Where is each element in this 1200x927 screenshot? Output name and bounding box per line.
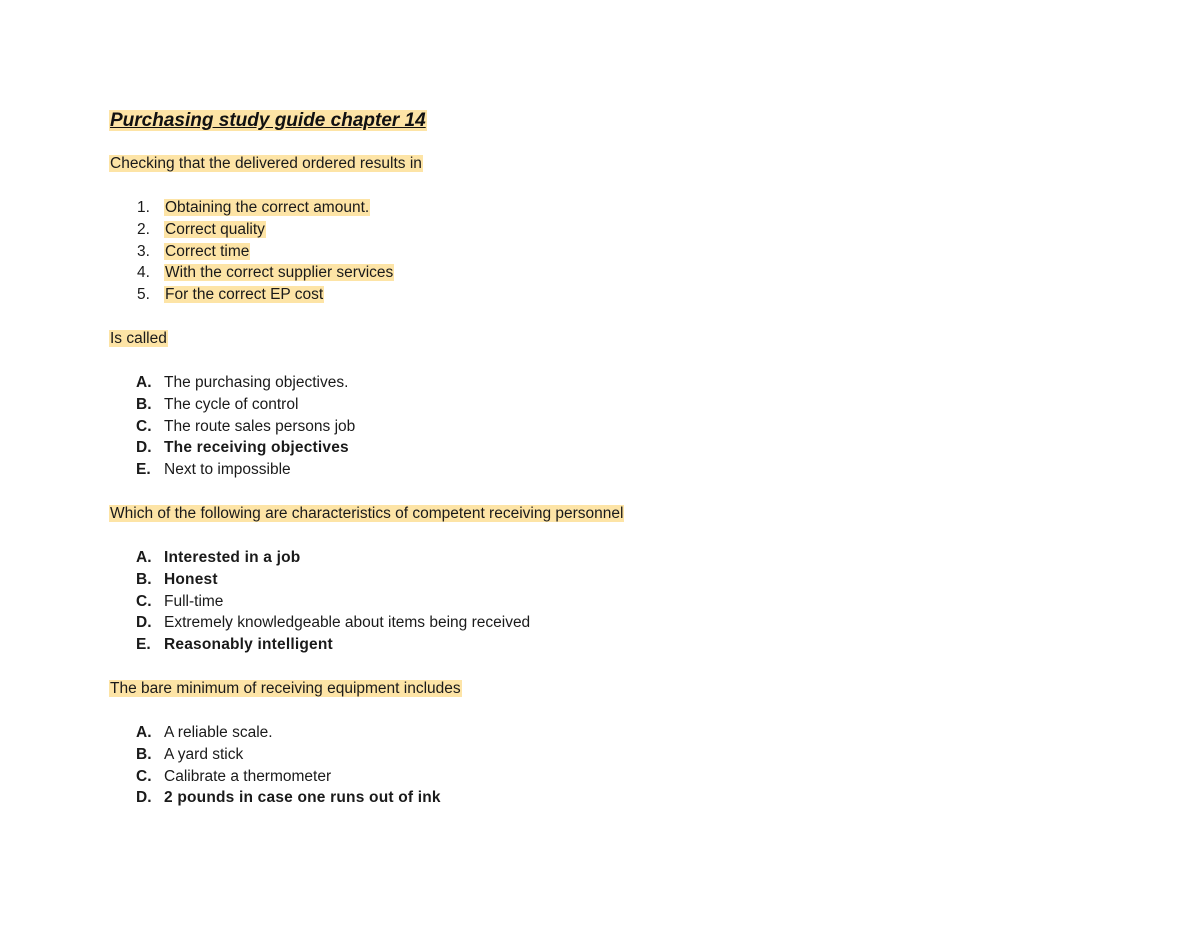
- answer-list: [109, 372, 1109, 481]
- question-1: Checking that the delivered ordered results in: [110, 155, 422, 172]
- answer-option: B. The cycle of control: [136, 395, 299, 413]
- question-4: The bare minimum of receiving equipment includes: [110, 679, 461, 697]
- answer-option: C. Calibrate a thermometer: [136, 767, 332, 785]
- answer-list: [109, 547, 1109, 656]
- answer-list: [109, 722, 1109, 809]
- question-2: Is called: [110, 329, 167, 347]
- list-item: 3. Correct time: [137, 242, 250, 260]
- numbered-list: [109, 197, 1109, 306]
- answer-option: E. Next to impossible: [136, 461, 291, 479]
- list-item: 2. Correct quality: [137, 220, 265, 238]
- list-item: 4. With the correct supplier services: [137, 264, 394, 282]
- answer-option: B. A yard stick: [136, 745, 244, 763]
- answer-option-correct: D. 2 pounds in case one runs out of ink: [136, 789, 441, 807]
- document-title: Purchasing study guide chapter 14: [110, 110, 426, 131]
- document-page: [109, 108, 1109, 809]
- answer-option-correct: E. Reasonably intelligent: [136, 636, 333, 654]
- answer-option: A. The purchasing objectives.: [136, 373, 349, 391]
- answer-option: A. A reliable scale.: [136, 723, 273, 741]
- answer-option-correct: A. Interested in a job: [136, 548, 301, 566]
- answer-option-correct: B. Honest: [136, 570, 218, 588]
- question-3: Which of the following are characteristics of competent receiving personnel: [110, 504, 624, 522]
- answer-option: D. Extremely knowledgeable about items being received: [136, 614, 531, 632]
- answer-option: C. The route sales persons job: [136, 417, 356, 435]
- list-item: 1. Obtaining the correct amount.: [137, 199, 370, 216]
- list-item: 5. For the correct EP cost: [137, 286, 324, 304]
- answer-option: C. Full-time: [136, 592, 224, 610]
- answer-option-correct: D. The receiving objectives: [136, 439, 349, 457]
